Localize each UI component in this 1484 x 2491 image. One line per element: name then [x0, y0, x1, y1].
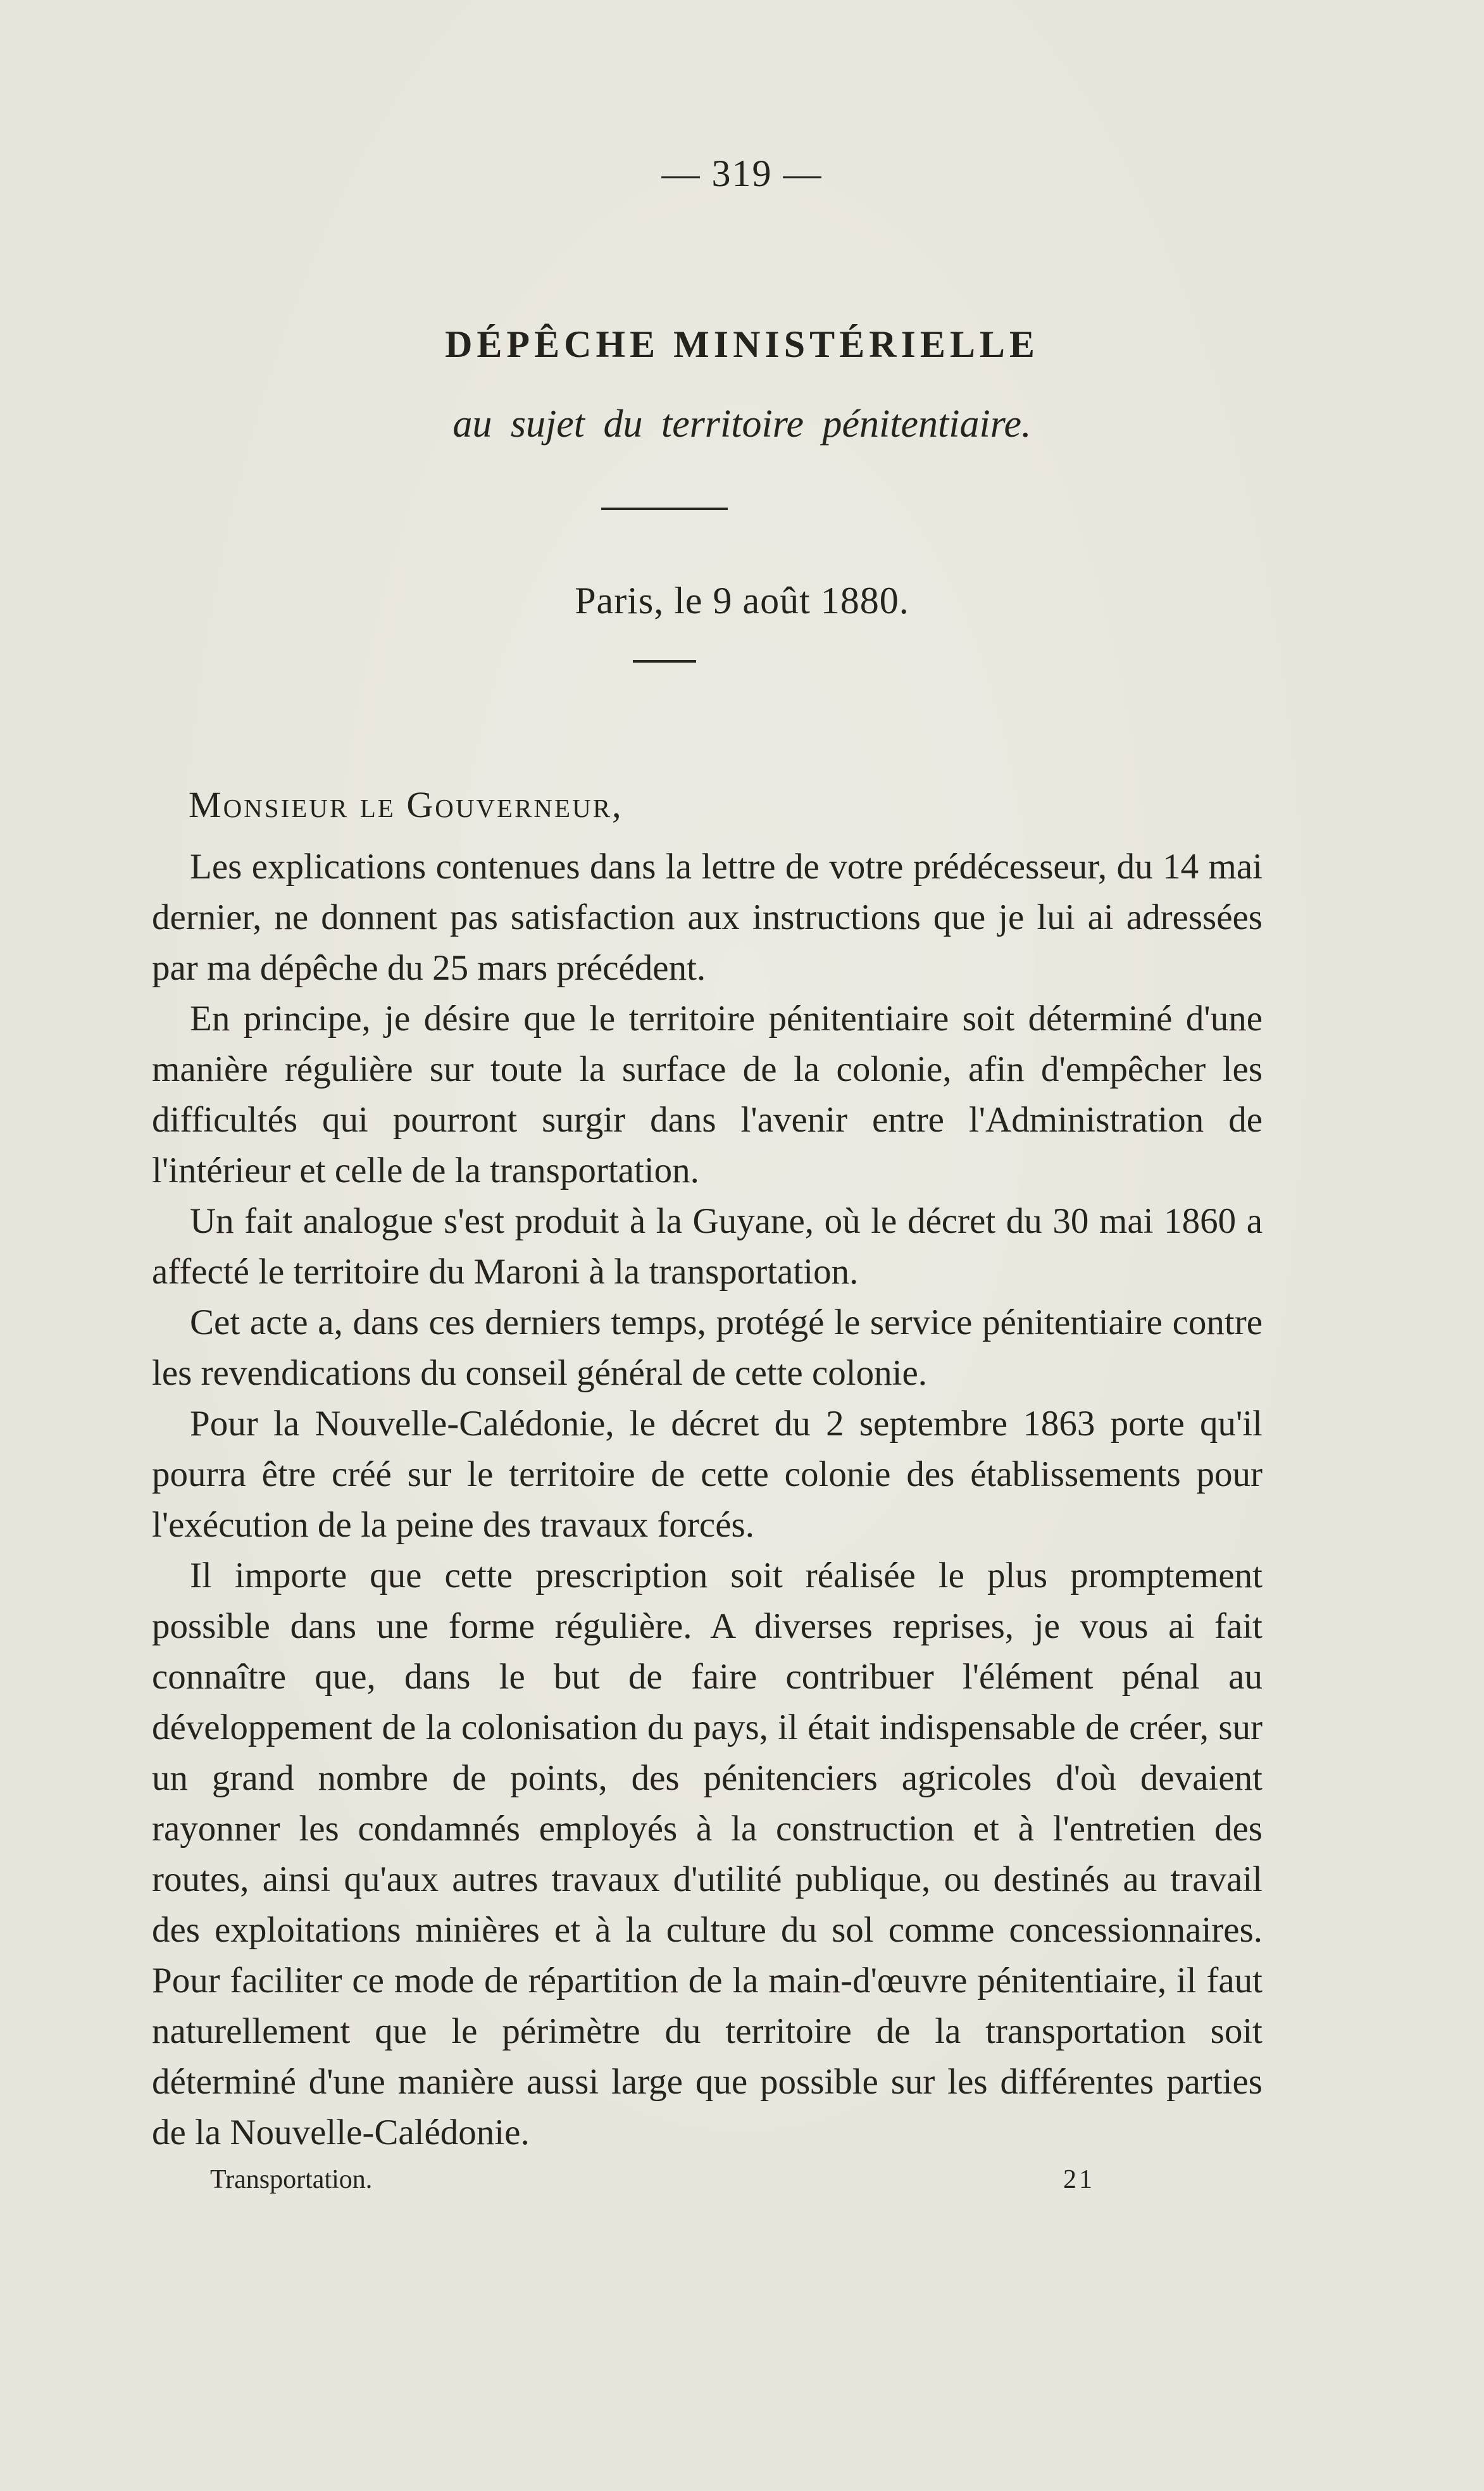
document-subtitle: au sujet du territoire pénitentiaire. — [452, 403, 1032, 446]
sheet-number: 21 — [1063, 2165, 1095, 2194]
paragraph: Les explications contenues dans la lettre de votre prédécesseur, du 14 mai dernier, ne donnent pas satisfaction aux instructions que je lui ai adressées par ma dépêche du 25 mars précédent. — [152, 847, 1263, 988]
signature-mark: Transportation. — [210, 2165, 373, 2194]
paragraph: Pour la Nouvelle-Calédonie, le décret du 2 septembre 1863 porte qu'il pourra être créé sur le territoire de cette colonie des établissements pour l'exécution de la peine des travaux forcés. — [152, 1404, 1263, 1545]
dateline-divider — [633, 660, 696, 663]
letter-body — [152, 842, 1263, 2158]
page-number: — 319 — — [661, 153, 823, 194]
paragraph: Cet acte a, dans ces derniers temps, protégé le service pénitentiaire contre les revendications du conseil général de cette colonie. — [152, 1302, 1263, 1393]
paragraph: Un fait analogue s'est produit à la Guyane, où le décret du 30 mai 1860 a affecté le territoire du Maroni à la transportation. — [152, 1201, 1263, 1292]
document-title: DÉPÊCHE MINISTÉRIELLE — [445, 323, 1039, 365]
dateline: Paris, le 9 août 1880. — [575, 580, 909, 621]
paragraph: Il importe que cette prescription soit réalisée le plus promptement possible dans une forme régulière. A diverses reprises, je vous ai fait connaître que, dans le but de faire contribuer l'élément pénal au développement de la colonisation du pays, il était indispensable de créer, sur un grand nombre de points, des pénitenciers agricoles d'où devaient rayonner les condamnés employés à la construction et à l'entretien des routes, ainsi qu'aux autres travaux d'utilité publique, ou destinés au travail des exploitations minières et à la culture du sol comme concessionnaires. Pour faciliter ce mode de répartition de la main-d'œuvre pénitentiaire, il faut naturellement que le périmètre du territoire de la transportation soit déterminé d'une manière aussi large que possible sur les différentes parties de la Nouvelle-Calédonie. — [152, 1556, 1263, 2152]
title-divider — [601, 508, 728, 510]
salutation: Monsieur le Gouverneur, — [189, 784, 623, 825]
paragraph: En principe, je désire que le territoire pénitentiaire soit déterminé d'une manière régulière sur toute la surface de la colonie, afin d'empêcher les difficultés qui pourront surgir dans l'avenir entre l'Administration de l'intérieur et celle de la transportation. — [152, 999, 1263, 1190]
